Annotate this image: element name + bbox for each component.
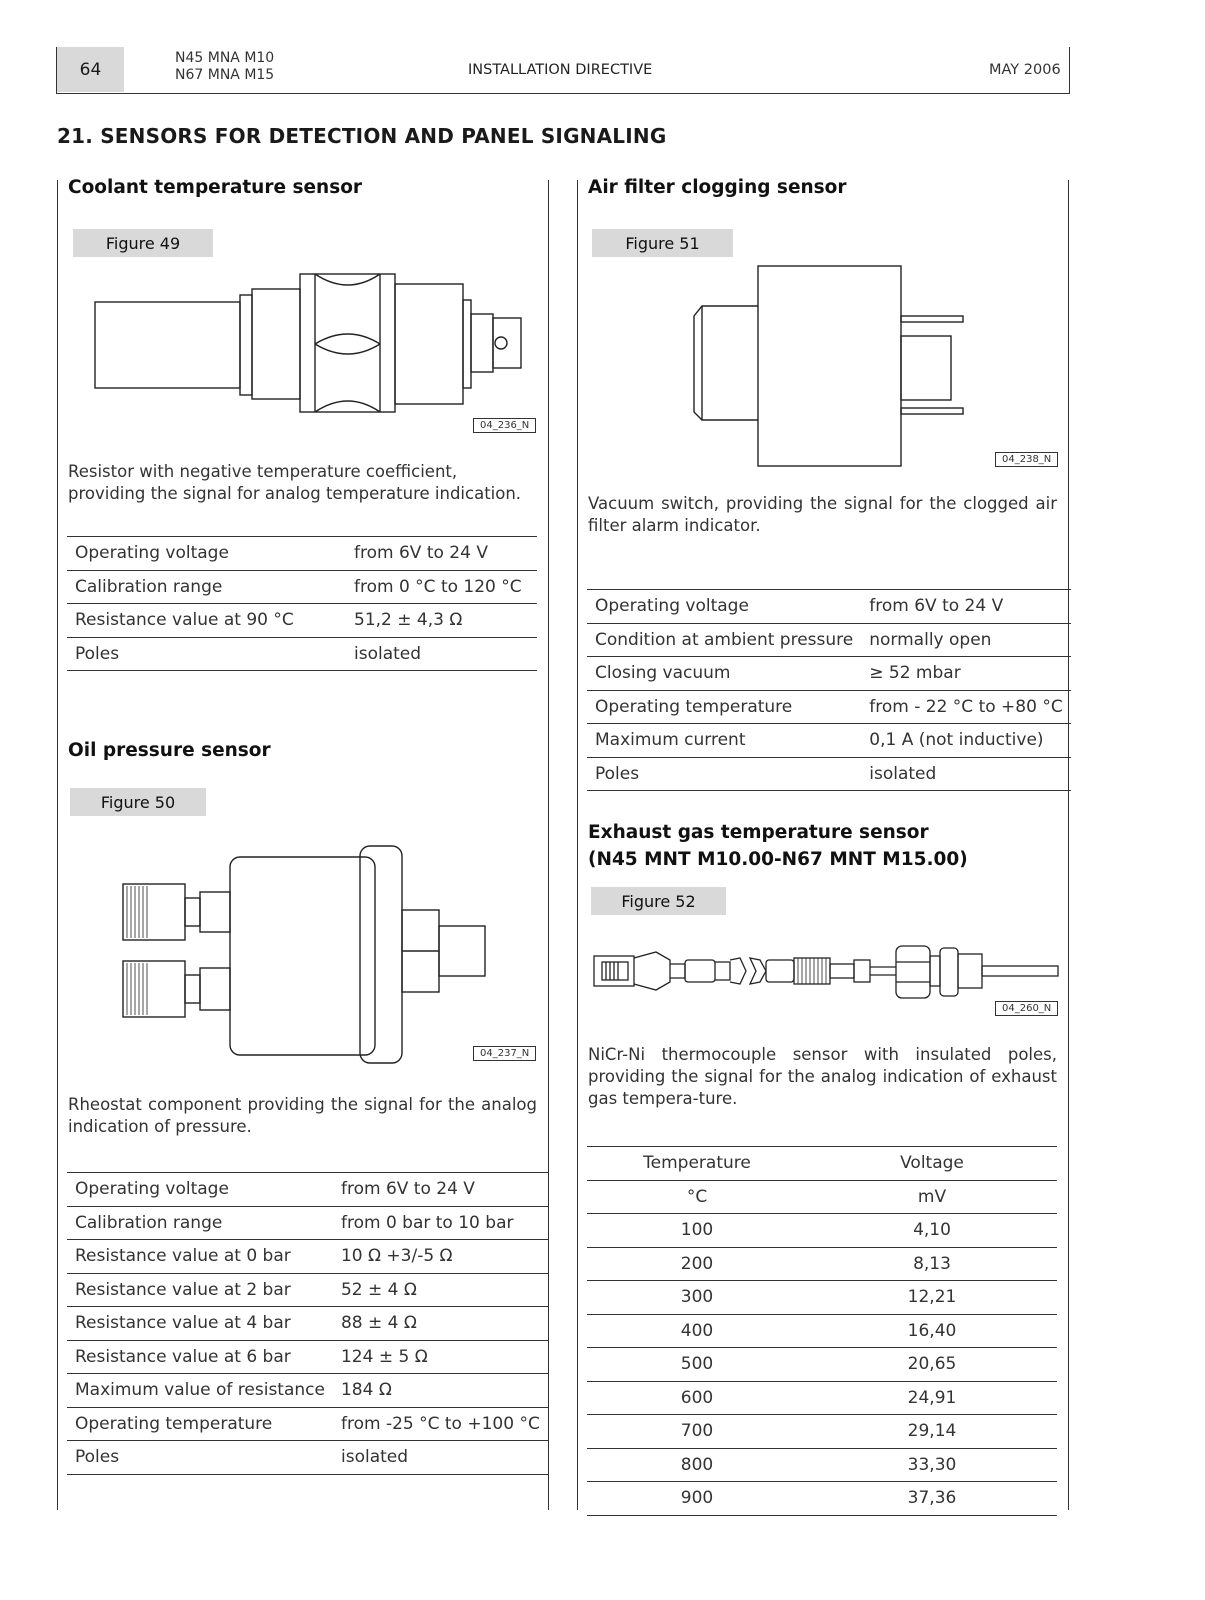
spec-value: isolated (333, 1441, 548, 1475)
spec-label: Maximum current (587, 724, 861, 758)
document-title: INSTALLATION DIRECTIVE (468, 62, 653, 78)
spec-value: 184 Ω (333, 1374, 548, 1408)
thermocouple-unit-row (587, 1180, 1057, 1214)
table-row (587, 1415, 1057, 1449)
voltage-unit: mV (807, 1180, 1057, 1214)
figure-52-label: Figure 52 (591, 887, 726, 915)
table-row (587, 1482, 1057, 1516)
thermocouple-table (587, 1146, 1057, 1516)
spec-label: Resistance value at 4 bar (67, 1307, 333, 1341)
voltage-cell: 24,91 (807, 1381, 1057, 1415)
table-row (67, 637, 537, 671)
table-row (67, 570, 537, 604)
oil-sensor-drawing (115, 840, 495, 1065)
table-row (587, 1214, 1057, 1248)
document-date: MAY 2006 (989, 62, 1061, 78)
table-row (67, 1173, 548, 1207)
section-title: 21. SENSORS FOR DETECTION AND PANEL SIGNALING (57, 124, 667, 148)
oil-sensor-heading: Oil pressure sensor (68, 740, 271, 761)
coolant-sensor-drawing (90, 262, 530, 422)
airfilter-sensor-description: Vacuum switch, providing the signal for the clogged air filter alarm indicator. (588, 494, 1057, 535)
model-line-2: N67 MNA M15 (175, 67, 275, 83)
spec-label: Operating voltage (587, 590, 861, 624)
table-row (67, 1240, 548, 1274)
spec-label: Operating temperature (587, 690, 861, 724)
spec-value: from 0 °C to 120 °C (346, 570, 537, 604)
spec-label: Resistance value at 90 °C (67, 604, 346, 638)
table-row (587, 1348, 1057, 1382)
table-row (587, 1448, 1057, 1482)
spec-label: Calibration range (67, 1206, 333, 1240)
temperature-cell: 300 (587, 1281, 807, 1315)
spec-label: Resistance value at 6 bar (67, 1340, 333, 1374)
temperature-cell: 700 (587, 1415, 807, 1449)
spec-value: ≥ 52 mbar (861, 657, 1070, 691)
spec-label: Poles (67, 1441, 333, 1475)
table-row (587, 623, 1071, 657)
table-row (587, 1247, 1057, 1281)
figure-49-label: Figure 49 (73, 229, 213, 257)
spec-value: 51,2 ± 4,3 Ω (346, 604, 537, 638)
figure-50-label: Figure 50 (70, 788, 206, 816)
temperature-cell: 900 (587, 1482, 807, 1516)
voltage-cell: 8,13 (807, 1247, 1057, 1281)
spec-value: from - 22 °C to +80 °C (861, 690, 1070, 724)
table-row (67, 1441, 548, 1475)
voltage-cell: 16,40 (807, 1314, 1057, 1348)
table-row (67, 1340, 548, 1374)
model-line-1: N45 MNA M10 (175, 50, 275, 66)
voltage-cell: 37,36 (807, 1482, 1057, 1516)
voltage-cell: 29,14 (807, 1415, 1057, 1449)
airfilter-sensor-heading: Air filter clogging sensor (588, 177, 847, 198)
table-row (587, 724, 1071, 758)
spec-label: Operating temperature (67, 1407, 333, 1441)
table-row (67, 537, 537, 571)
table-row (587, 690, 1071, 724)
table-row (587, 757, 1071, 791)
spec-label: Operating voltage (67, 537, 346, 571)
table-row (67, 1407, 548, 1441)
voltage-cell: 4,10 (807, 1214, 1057, 1248)
figure-50-code: 04_237_N (473, 1046, 536, 1061)
table-row (67, 604, 537, 638)
exhaust-heading-line-1: Exhaust gas temperature sensor (588, 822, 929, 843)
temperature-cell: 200 (587, 1247, 807, 1281)
table-row (67, 1206, 548, 1240)
voltage-cell: 33,30 (807, 1448, 1057, 1482)
spec-label: Condition at ambient pressure (587, 623, 861, 657)
table-row (67, 1307, 548, 1341)
right-margin-rule (1068, 180, 1069, 1510)
voltage-column-header: Voltage (807, 1147, 1057, 1181)
coolant-sensor-description: Resistor with negative temperature coefficient, providing the signal for analog temperature indication. (68, 462, 522, 503)
temperature-cell: 400 (587, 1314, 807, 1348)
table-row (67, 1374, 548, 1408)
spec-label: Operating voltage (67, 1173, 333, 1207)
spec-label: Calibration range (67, 570, 346, 604)
table-row (587, 1281, 1057, 1315)
spec-value: 52 ± 4 Ω (333, 1273, 548, 1307)
exhaust-sensor-heading (588, 819, 968, 873)
voltage-cell: 12,21 (807, 1281, 1057, 1315)
coolant-sensor-heading: Coolant temperature sensor (68, 177, 363, 198)
spec-value: 124 ± 5 Ω (333, 1340, 548, 1374)
page-number: 64 (57, 47, 124, 92)
column-divider-right (577, 180, 578, 1510)
temperature-column-header: Temperature (587, 1147, 807, 1181)
spec-label: Poles (67, 637, 346, 671)
exhaust-sensor-description: NiCr-Ni thermocouple sensor with insulated poles, providing the signal for the analog indication of exhaust gas tempera-ture. (588, 1045, 1057, 1108)
temperature-unit: °C (587, 1180, 807, 1214)
spec-value: isolated (861, 757, 1070, 791)
coolant-spec-table (67, 536, 537, 671)
spec-value: 10 Ω +3/-5 Ω (333, 1240, 548, 1274)
temperature-cell: 500 (587, 1348, 807, 1382)
spec-value: 0,1 A (not inductive) (861, 724, 1070, 758)
spec-value: from 6V to 24 V (861, 590, 1070, 624)
temperature-cell: 800 (587, 1448, 807, 1482)
figure-51-label: Figure 51 (592, 229, 733, 257)
table-row (587, 657, 1071, 691)
voltage-cell: 20,65 (807, 1348, 1057, 1382)
spec-value: normally open (861, 623, 1070, 657)
figure-49-code: 04_236_N (473, 418, 536, 433)
figure-52-code: 04_260_N (995, 1001, 1058, 1016)
spec-label: Closing vacuum (587, 657, 861, 691)
table-row (67, 1273, 548, 1307)
thermocouple-header-row (587, 1147, 1057, 1181)
spec-value: from 6V to 24 V (333, 1173, 548, 1207)
spec-value: from 0 bar to 10 bar (333, 1206, 548, 1240)
exhaust-sensor-drawing (590, 938, 1062, 1004)
left-margin-rule (57, 180, 58, 1510)
table-row (587, 1381, 1057, 1415)
oil-spec-table (67, 1172, 548, 1475)
airfilter-spec-table (587, 589, 1071, 791)
spec-value: from 6V to 24 V (346, 537, 537, 571)
table-row (587, 590, 1071, 624)
spec-value: isolated (346, 637, 537, 671)
spec-label: Maximum value of resistance (67, 1374, 333, 1408)
spec-value: 88 ± 4 Ω (333, 1307, 548, 1341)
spec-label: Poles (587, 757, 861, 791)
oil-sensor-description: Rheostat component providing the signal for the analog indication of pressure. (68, 1095, 537, 1136)
spec-value: from -25 °C to +100 °C (333, 1407, 548, 1441)
temperature-cell: 600 (587, 1381, 807, 1415)
temperature-cell: 100 (587, 1214, 807, 1248)
spec-label: Resistance value at 0 bar (67, 1240, 333, 1274)
figure-51-code: 04_238_N (995, 452, 1058, 467)
column-divider-left (548, 180, 549, 1510)
table-row (587, 1314, 1057, 1348)
exhaust-heading-line-2: (N45 MNT M10.00-N67 MNT M15.00) (588, 849, 968, 870)
model-designations (175, 50, 274, 84)
airfilter-sensor-drawing (690, 262, 970, 472)
spec-label: Resistance value at 2 bar (67, 1273, 333, 1307)
